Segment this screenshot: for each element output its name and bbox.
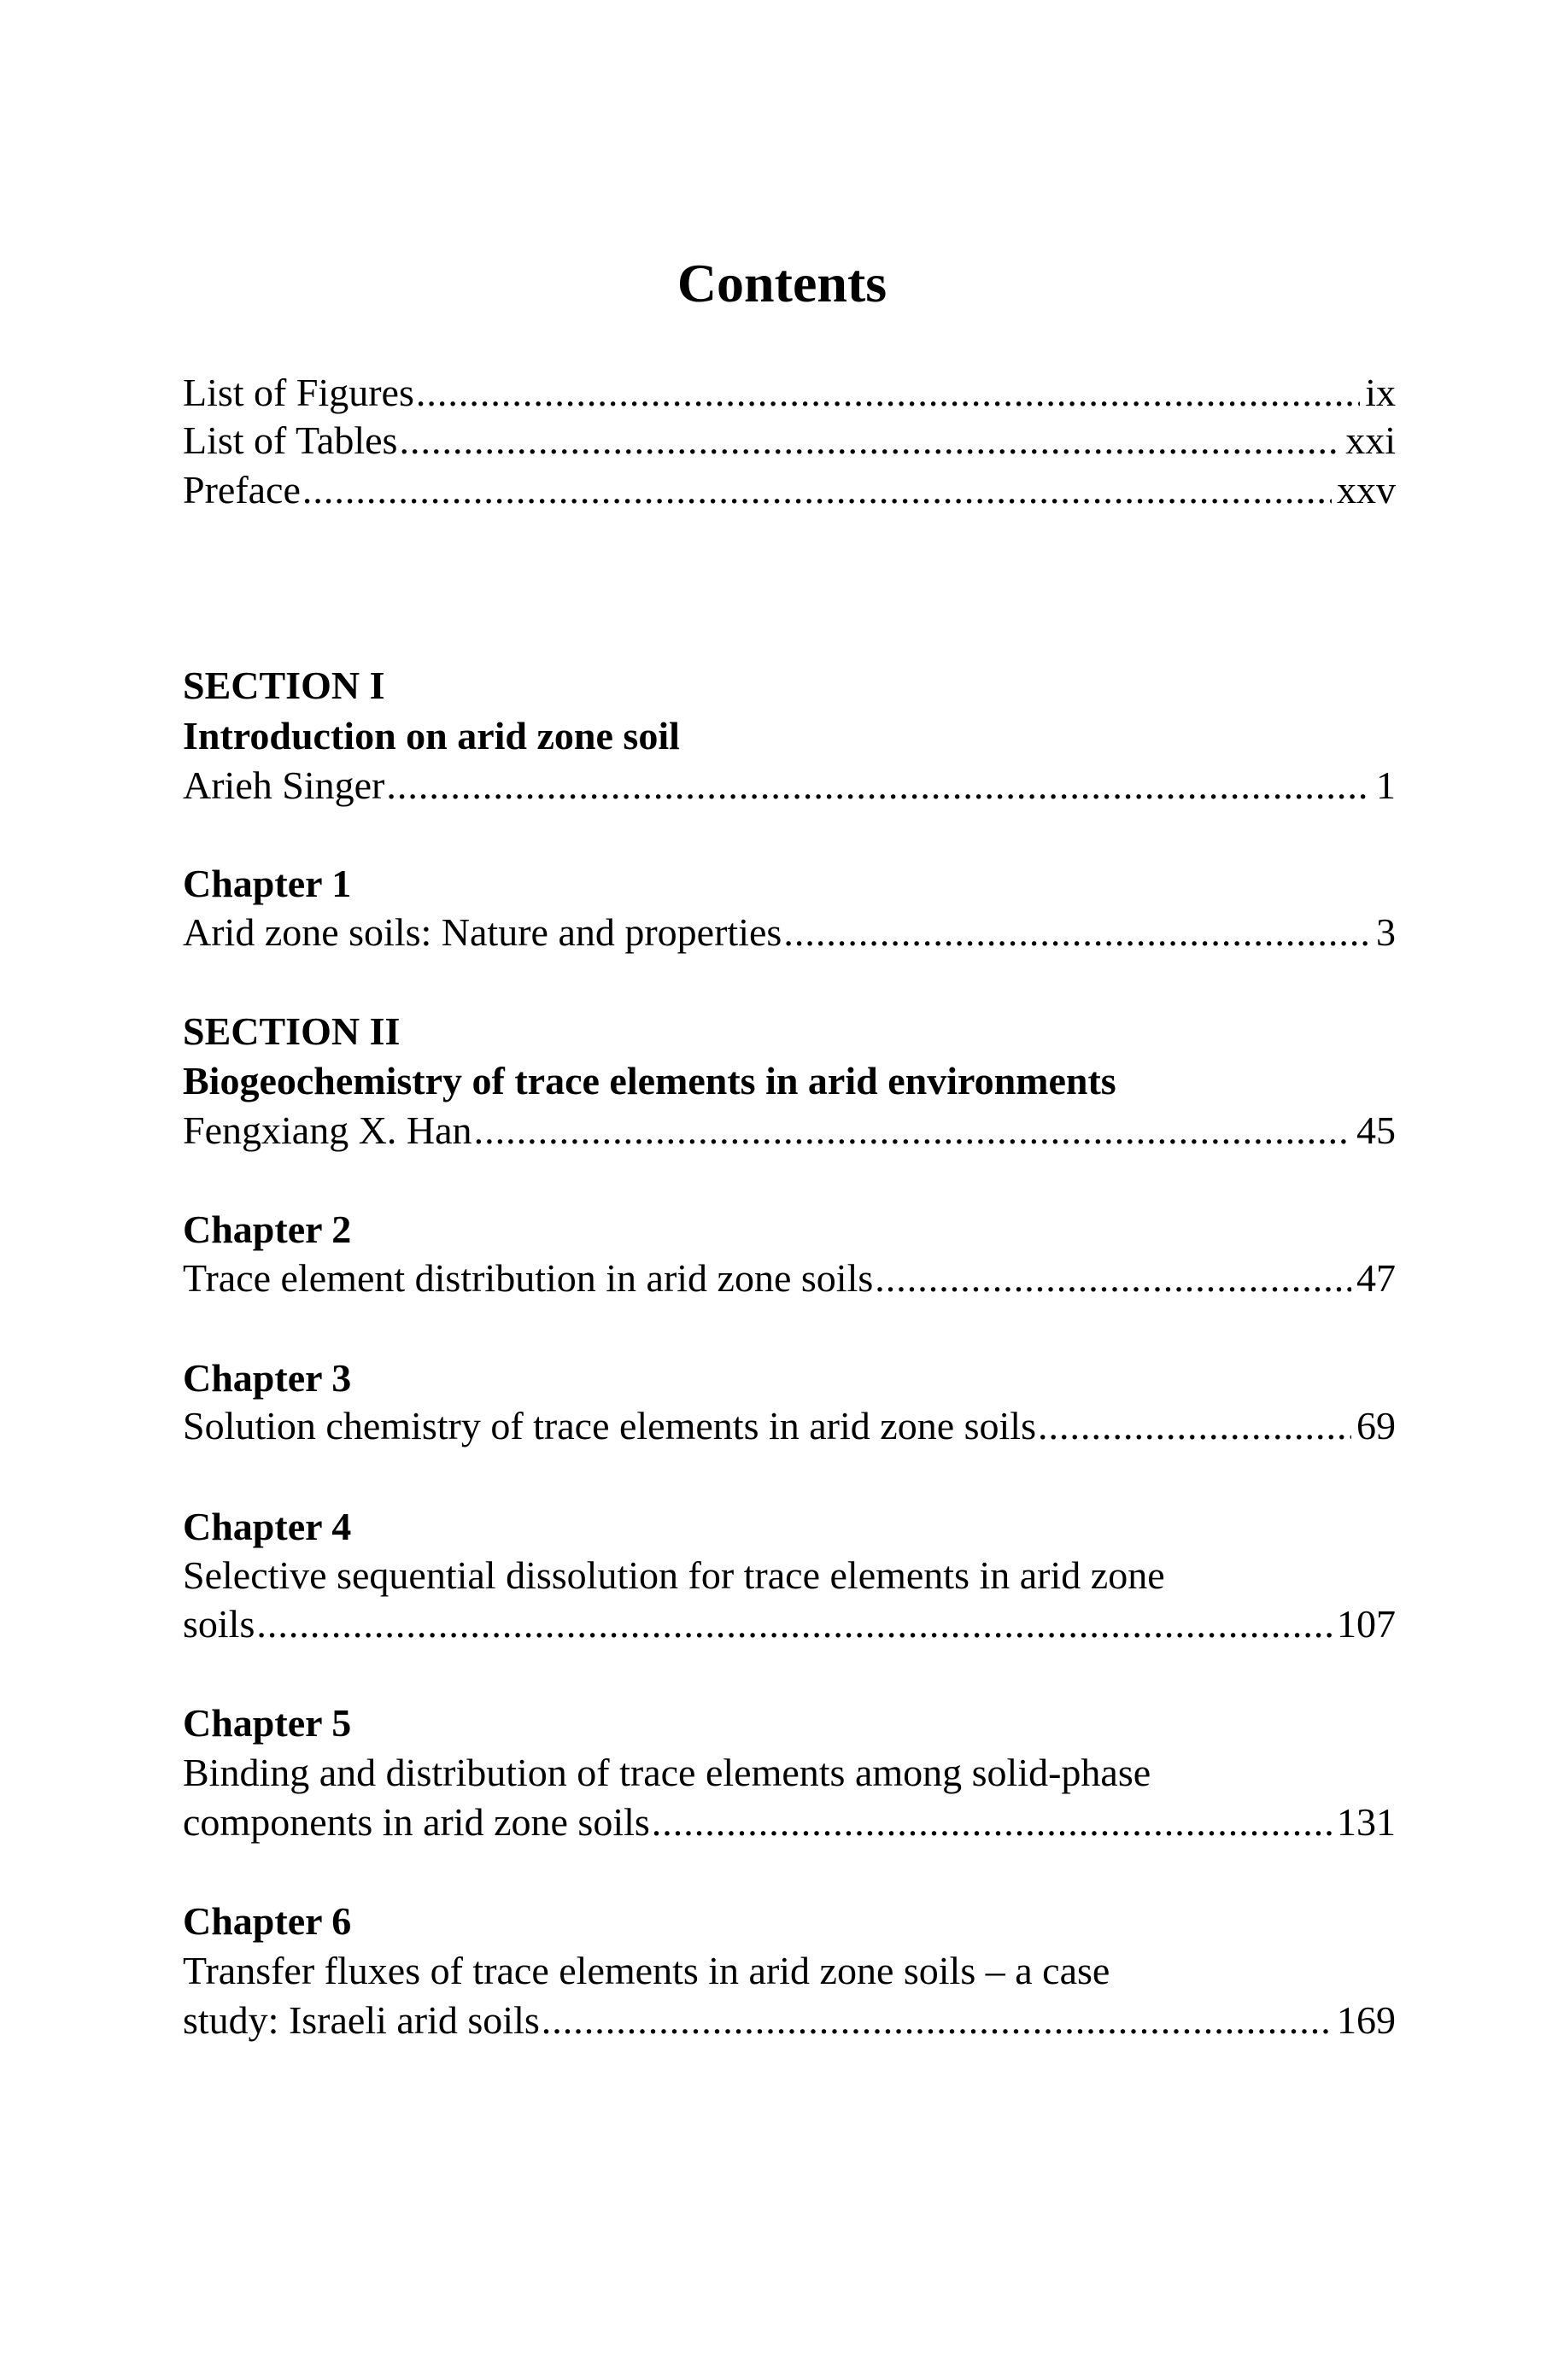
toc-entry-label: Preface <box>183 468 301 512</box>
chapter-heading: Chapter 2 <box>183 1208 352 1251</box>
toc-entry-list-of-figures <box>183 367 1396 418</box>
dot-leader <box>652 1797 1332 1848</box>
section-title: Biogeochemistry of trace elements in arid environments <box>183 1059 1116 1102</box>
dot-leader <box>386 760 1371 811</box>
section-heading: SECTION I <box>183 664 385 707</box>
chapter-title-line: Selective sequential dissolution for trace elements in arid zone <box>183 1553 1165 1597</box>
dot-leader <box>875 1253 1351 1304</box>
toc-page-number: 131 <box>1337 1800 1396 1844</box>
dot-leader <box>399 415 1340 466</box>
section-author: Arieh Singer <box>183 763 385 807</box>
chapter-title: Trace element distribution in arid zone soils <box>183 1256 874 1300</box>
chapter-title: Arid zone soils: Nature and properties <box>183 910 782 954</box>
toc-page-number: 107 <box>1337 1602 1396 1646</box>
toc-entry-chapter <box>183 1401 1396 1452</box>
toc-page-number: 69 <box>1356 1404 1396 1447</box>
dot-leader <box>302 465 1332 516</box>
dot-leader <box>474 1105 1351 1156</box>
toc-entry-preface <box>183 465 1396 516</box>
toc-entry-chapter <box>183 1599 1396 1650</box>
dot-leader <box>256 1599 1332 1650</box>
toc-page-number: 1 <box>1376 763 1396 807</box>
toc-entry-chapter <box>183 1253 1396 1304</box>
dot-leader <box>1038 1401 1351 1452</box>
toc-entry-label: List of Tables <box>183 418 398 462</box>
toc-entry-section-author <box>183 760 1396 811</box>
chapter-heading: Chapter 4 <box>183 1505 352 1548</box>
toc-page-number: 169 <box>1337 1998 1396 2042</box>
dot-leader <box>416 367 1360 418</box>
toc-entry-chapter <box>183 1995 1396 2046</box>
toc-page-number: 45 <box>1356 1108 1396 1152</box>
toc-page-number: 3 <box>1376 910 1396 954</box>
chapter-heading: Chapter 6 <box>183 1899 352 1943</box>
dot-leader <box>783 907 1371 958</box>
chapter-title: components in arid zone soils <box>183 1800 650 1844</box>
toc-entry-list-of-tables <box>183 415 1396 466</box>
section-author: Fengxiang X. Han <box>183 1108 472 1152</box>
page-title: Contents <box>677 253 887 313</box>
section-heading: SECTION II <box>183 1009 401 1053</box>
chapter-heading: Chapter 5 <box>183 1701 352 1745</box>
toc-entry-label: List of Figures <box>183 371 414 414</box>
dot-leader <box>542 1995 1332 2046</box>
toc-entry-chapter <box>183 1797 1396 1848</box>
toc-page-number: ix <box>1365 371 1396 414</box>
chapter-title: study: Israeli arid soils <box>183 1998 540 2042</box>
chapter-heading: Chapter 1 <box>183 862 352 905</box>
toc-page-number: xxv <box>1337 468 1396 512</box>
chapter-title: Solution chemistry of trace elements in arid zone soils <box>183 1404 1036 1447</box>
toc-entry-section-author <box>183 1105 1396 1156</box>
toc-entry-chapter <box>183 907 1396 958</box>
chapter-title-line: Transfer fluxes of trace elements in arid zone soils – a case <box>183 1949 1110 1992</box>
toc-page-number: 47 <box>1356 1256 1396 1300</box>
toc-page-number: xxi <box>1345 418 1396 462</box>
chapter-heading: Chapter 3 <box>183 1356 352 1400</box>
chapter-title-line: Binding and distribution of trace elements among solid-phase <box>183 1751 1151 1794</box>
chapter-title: soils <box>183 1602 255 1646</box>
section-title: Introduction on arid zone soil <box>183 714 680 757</box>
